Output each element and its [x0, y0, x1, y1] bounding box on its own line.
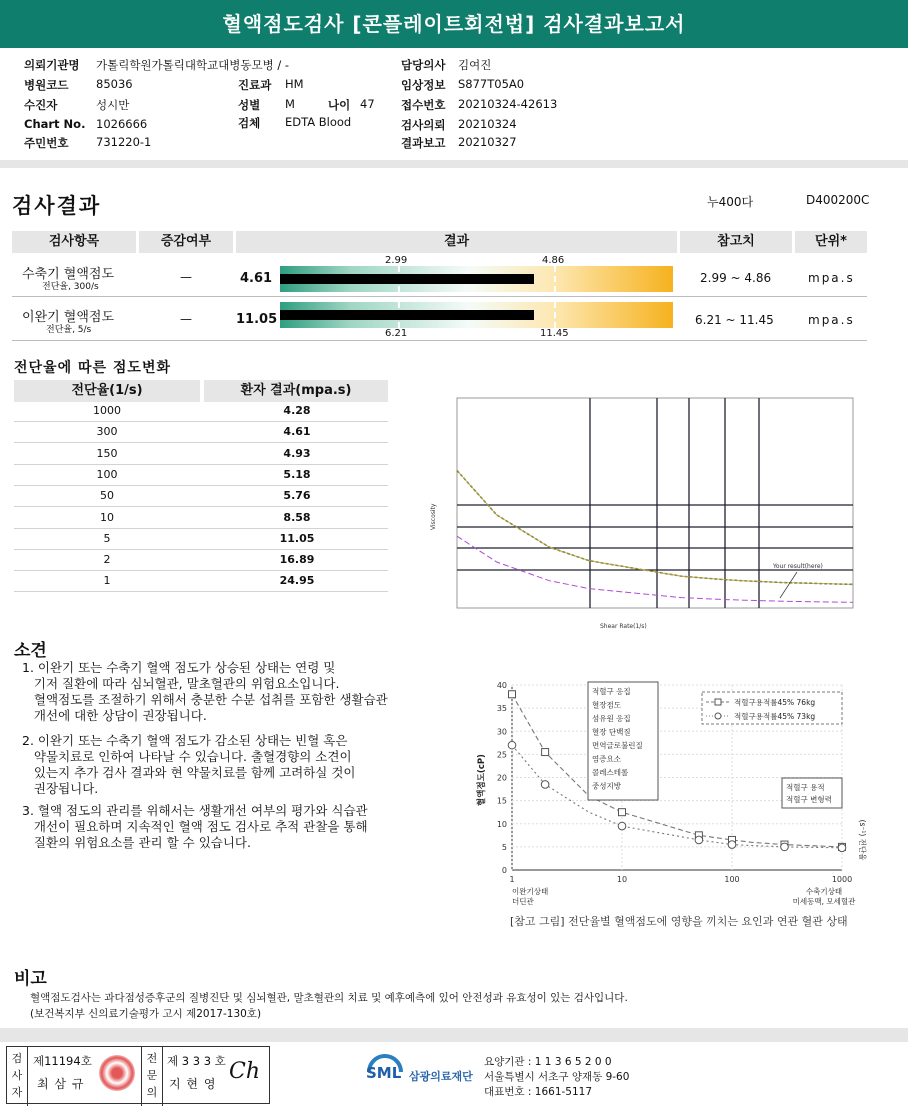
- shear-row: [14, 528, 388, 550]
- clinical-info-value: S877T05A0: [458, 77, 525, 91]
- tester-label-char: 검: [11, 1052, 23, 1065]
- department-label: 진료과: [238, 78, 272, 92]
- opinion-line: 권장됩니다.: [22, 781, 99, 796]
- result-value: 4.61: [240, 271, 273, 286]
- specialist-license: 제 3 3 3 호: [167, 1054, 226, 1068]
- shear-rate: 150: [96, 446, 118, 460]
- doctor-label: 담당의사: [401, 58, 446, 72]
- factor-label: 섬유원 응집: [592, 714, 631, 723]
- phone: 대표번호 : 1661-5117: [484, 1086, 593, 1098]
- shear-rate: 5: [103, 531, 111, 545]
- shear-rate: 100: [96, 467, 118, 481]
- factor2-label: 적혈구 용적: [786, 783, 825, 792]
- shear-rate: 10: [100, 510, 114, 524]
- x-tick-label: 1: [509, 875, 515, 884]
- ref-point: [619, 809, 626, 816]
- sex-label: 성별: [238, 98, 261, 112]
- report-date-label: 결과보고: [401, 136, 446, 150]
- viscosity-chart: [425, 390, 855, 635]
- factor-label: 혈장 단백질: [592, 727, 631, 737]
- y-tick-label: 20: [496, 773, 507, 783]
- ref-xunit: (s⁻¹) 전단율: [858, 819, 867, 861]
- shear-row: [14, 400, 388, 422]
- footer-divider: [0, 1028, 908, 1042]
- shear-title: 전단율에 따른 점도변화: [14, 360, 171, 376]
- row-divider: [12, 296, 867, 297]
- hospital-code-value: 85036: [96, 77, 133, 91]
- x-tick-label: 10: [616, 875, 628, 884]
- remarks-title: 비고: [14, 969, 47, 989]
- department-value: HM: [285, 77, 304, 91]
- result-sub: 전단율, 5/s: [46, 325, 92, 335]
- opinion-item: [22, 660, 477, 724]
- chart-no-label: Chart No.: [24, 117, 86, 131]
- specimen-label: 검체: [238, 116, 261, 130]
- ref-point: [542, 749, 549, 756]
- x-tick-label: 1000: [831, 875, 853, 884]
- ref-high-tick: [554, 302, 556, 328]
- ref-point: [509, 691, 516, 698]
- patient-name-value: 성시만: [96, 98, 130, 112]
- opinion-item: [22, 733, 477, 797]
- reference-figure: [470, 670, 875, 940]
- resident-no-label: 주민번호: [24, 136, 69, 150]
- report-date-value: 20210327: [458, 135, 517, 149]
- receipt-no-label: 접수번호: [401, 98, 446, 112]
- sex-value: M: [285, 97, 295, 111]
- shear-rate: 50: [100, 489, 114, 503]
- ref-point: [508, 741, 516, 749]
- opinion-line: 혈액점도를 조절하기 위해서 충분한 수분 섭취를 포함한 생활습관: [22, 692, 388, 707]
- result-change: —: [180, 312, 192, 326]
- reference-range: 6.21 ~ 11.45: [695, 313, 774, 327]
- shear-row: [14, 570, 388, 592]
- specialist-label-char: 문: [146, 1069, 158, 1082]
- ref-high-label: 11.45: [540, 328, 569, 339]
- ref-point: [695, 836, 703, 844]
- plot-area: [457, 398, 853, 608]
- logo-text: SML: [366, 1064, 402, 1082]
- shear-rate: 300: [96, 425, 118, 439]
- opinion-title: 소견: [14, 641, 47, 661]
- opinion-item: [22, 803, 477, 851]
- resident-no-value: 731220-1: [96, 135, 152, 149]
- ref-high-label: 4.86: [542, 255, 565, 266]
- care-code: 요양기관 : 1 1 3 6 5 2 0 0: [484, 1056, 612, 1068]
- shear-rate: 2: [103, 553, 111, 567]
- specialist-name: 지 현 영: [169, 1077, 217, 1091]
- specimen-value: EDTA Blood: [285, 115, 352, 129]
- shear-row: [14, 421, 388, 443]
- institution-value: 가톨릭학원가톨릭대학교대병동모병 / -: [96, 58, 290, 72]
- x-tick-label: 100: [724, 875, 740, 884]
- unit: mpa.s: [808, 271, 855, 285]
- result-gauge: [280, 302, 673, 328]
- header-result: 결과: [236, 231, 677, 253]
- opinion-line: 개선에 대한 상담이 권장됩니다.: [22, 708, 207, 723]
- right-note: 미세동맥, 모세혈관: [792, 897, 856, 906]
- factor-label: 면역글로불린질: [592, 741, 643, 750]
- test-code-2: D400200C: [806, 193, 870, 207]
- figure-caption: [참고 그림] 전단율별 혈액점도에 영향을 끼치는 요인과 연관 혈관 상태: [510, 915, 848, 928]
- legend-label: 적혈구용적률45% 76kg: [734, 698, 816, 707]
- opinion-line: 1. 이완기 또는 수축기 혈액 점도가 상승된 상태는 연령 및: [22, 660, 336, 675]
- right-note: 수축기상태: [805, 887, 843, 896]
- ref-point: [781, 843, 789, 851]
- seal-icon: [99, 1055, 135, 1091]
- factor-label: 중성지방: [592, 781, 621, 791]
- signature: Ch: [229, 1059, 261, 1084]
- ref-ylabel: 혈액점도(cP): [477, 754, 487, 806]
- opinion-line: 약물치료로 인하여 나타날 수 있습니다. 출혈경향의 소견이: [22, 749, 352, 764]
- factor-label: 혈장점도: [592, 700, 621, 710]
- shear-row: [14, 549, 388, 571]
- shear-row: [14, 485, 388, 507]
- result-gauge: [280, 266, 673, 292]
- test-code: 누400다: [707, 195, 754, 209]
- shear-row: [14, 507, 388, 529]
- specialist-label-char: 의: [146, 1086, 158, 1099]
- shear-viscosity: 8.58: [283, 510, 311, 524]
- opinion-line: 질환의 위험요소를 관리 할 수 있습니다.: [22, 835, 251, 850]
- shear-viscosity: 11.05: [279, 531, 315, 545]
- institution-label: 의뢰기관명: [24, 58, 80, 72]
- hospital-code-label: 병원코드: [24, 78, 69, 92]
- factor-label: 적혈구 응집: [592, 687, 631, 696]
- reference-range: 2.99 ~ 4.86: [700, 271, 772, 285]
- result-value: 11.05: [236, 312, 278, 327]
- legend-marker: [715, 713, 721, 719]
- left-note: 이완기상태: [512, 887, 549, 896]
- ref-point: [728, 841, 736, 849]
- opinion-line: 개선이 필요하며 지속적인 혈액 점도 검사로 추적 관찰을 통해: [22, 819, 368, 834]
- report-title: 혈액점도검사 [콘플레이트회전법] 검사결과보고서: [0, 0, 908, 48]
- request-date-value: 20210324: [458, 117, 517, 131]
- specialist-label-char: 전: [146, 1052, 158, 1065]
- ref-low-label: 2.99: [385, 255, 408, 266]
- age-label: 나이: [328, 98, 351, 112]
- shear-viscosity: 4.93: [283, 446, 311, 460]
- result-sub: 전단율, 300/s: [42, 282, 99, 292]
- shear-header-rate: 전단율(1/s): [14, 380, 200, 402]
- age-value: 47: [360, 97, 375, 111]
- request-date-label: 검사의뢰: [401, 118, 446, 132]
- opinion-line: 3. 혈액 점도의 관리를 위해서는 생활개선 여부의 평가와 식습관: [22, 803, 368, 818]
- result-name: 이완기 혈액점도: [22, 310, 115, 325]
- ref-low-label: 6.21: [385, 328, 408, 339]
- remarks-line2: (보건복지부 신의료기술평가 고시 제2017-130호): [30, 1008, 262, 1020]
- chart-xlabel: Shear Rate(1/s): [600, 623, 647, 630]
- ref-labels: [476, 681, 868, 906]
- doctor-value: 김여진: [458, 58, 492, 72]
- row-divider: [12, 340, 867, 341]
- y-tick-label: 40: [496, 681, 507, 690]
- header-unit: 단위*: [795, 231, 867, 253]
- result-bar: [280, 274, 534, 284]
- receipt-no-value: 20210324-42613: [458, 97, 558, 111]
- shear-row: [14, 464, 388, 486]
- shear-viscosity: 24.95: [279, 574, 315, 588]
- shear-header-result: 환자 결과(mpa.s): [204, 380, 388, 402]
- results-title: 검사결과: [12, 194, 102, 218]
- factor2-label: 적혈구 변형력: [786, 795, 832, 804]
- y-tick-label: 0: [501, 866, 507, 875]
- clinical-info-label: 임상정보: [401, 78, 446, 92]
- address: 서울특별시 서초구 양재동 9-60: [484, 1071, 630, 1083]
- org-name: 삼광의료재단: [409, 1070, 473, 1083]
- header-item: 검사항목: [12, 231, 136, 253]
- legend-label: 적혈구용적률45% 73kg: [734, 712, 816, 721]
- unit: mpa.s: [808, 313, 855, 327]
- result-bar: [280, 310, 534, 320]
- opinion-line: 있는지 추가 검사 결과와 현 약물치료를 함께 고려하실 것이: [22, 765, 356, 780]
- ref-high-tick: [554, 266, 556, 292]
- y-tick-label: 35: [496, 704, 507, 714]
- chart-grid: [457, 398, 853, 608]
- chart-annotation: Your result(here): [773, 563, 823, 570]
- result-name: 수축기 혈액점도: [22, 267, 115, 282]
- opinion-line: 기저 질환에 따라 심뇌혈관, 말초혈관의 위험요소입니다.: [22, 676, 340, 691]
- shear-viscosity: 16.89: [279, 553, 315, 567]
- shear-viscosity: 5.18: [283, 467, 311, 481]
- remarks-line1: 혈액점도검사는 과다점성증후군의 질병진단 및 심뇌혈관, 말초혈관의 치료 및 예후예측에 있어 안전성과 유효성이 있는 검사입니다.: [30, 992, 628, 1004]
- ref-point: [838, 844, 846, 852]
- signature-box: [6, 1046, 270, 1104]
- tester-label: [7, 1047, 28, 1106]
- factor-label: 콜레스테롤: [592, 768, 629, 777]
- y-tick-label: 30: [496, 727, 507, 737]
- tester-label-char: 사: [11, 1069, 23, 1082]
- legend-marker: [715, 699, 721, 705]
- shear-viscosity: 5.76: [283, 489, 311, 503]
- shear-row: [14, 443, 388, 465]
- tester-license: 제11194호: [33, 1054, 92, 1068]
- specialist-label: [141, 1047, 163, 1106]
- ref-point: [618, 822, 626, 830]
- y-tick-label: 15: [496, 796, 507, 806]
- result-change: —: [180, 270, 192, 284]
- chart-no-value: 1026666: [96, 117, 148, 131]
- opinion-line: 2. 이완기 또는 수축기 혈액 점도가 감소된 상태는 빈혈 혹은: [22, 733, 348, 748]
- shear-viscosity: 4.28: [283, 404, 311, 417]
- shear-viscosity: 4.61: [283, 425, 311, 439]
- y-tick-label: 25: [496, 750, 507, 760]
- y-tick-label: 10: [496, 819, 507, 829]
- header-reference: 참고치: [680, 231, 792, 253]
- shear-rate: 1000: [93, 404, 121, 417]
- section-divider: [0, 160, 908, 168]
- tester-name: 최 삼 규: [37, 1077, 85, 1091]
- left-note: 더딘관: [512, 897, 534, 906]
- chart-ylabel: Viscosity: [430, 503, 437, 530]
- row-divider: [14, 591, 388, 592]
- factor-label: 염증요소: [592, 754, 621, 764]
- tester-label-char: 자: [11, 1086, 23, 1099]
- y-tick-label: 5: [501, 842, 507, 852]
- patient-name-label: 수진자: [24, 98, 58, 112]
- header-change: 증감여부: [139, 231, 233, 253]
- shear-rate: 1: [103, 574, 111, 588]
- ref-point: [541, 781, 549, 789]
